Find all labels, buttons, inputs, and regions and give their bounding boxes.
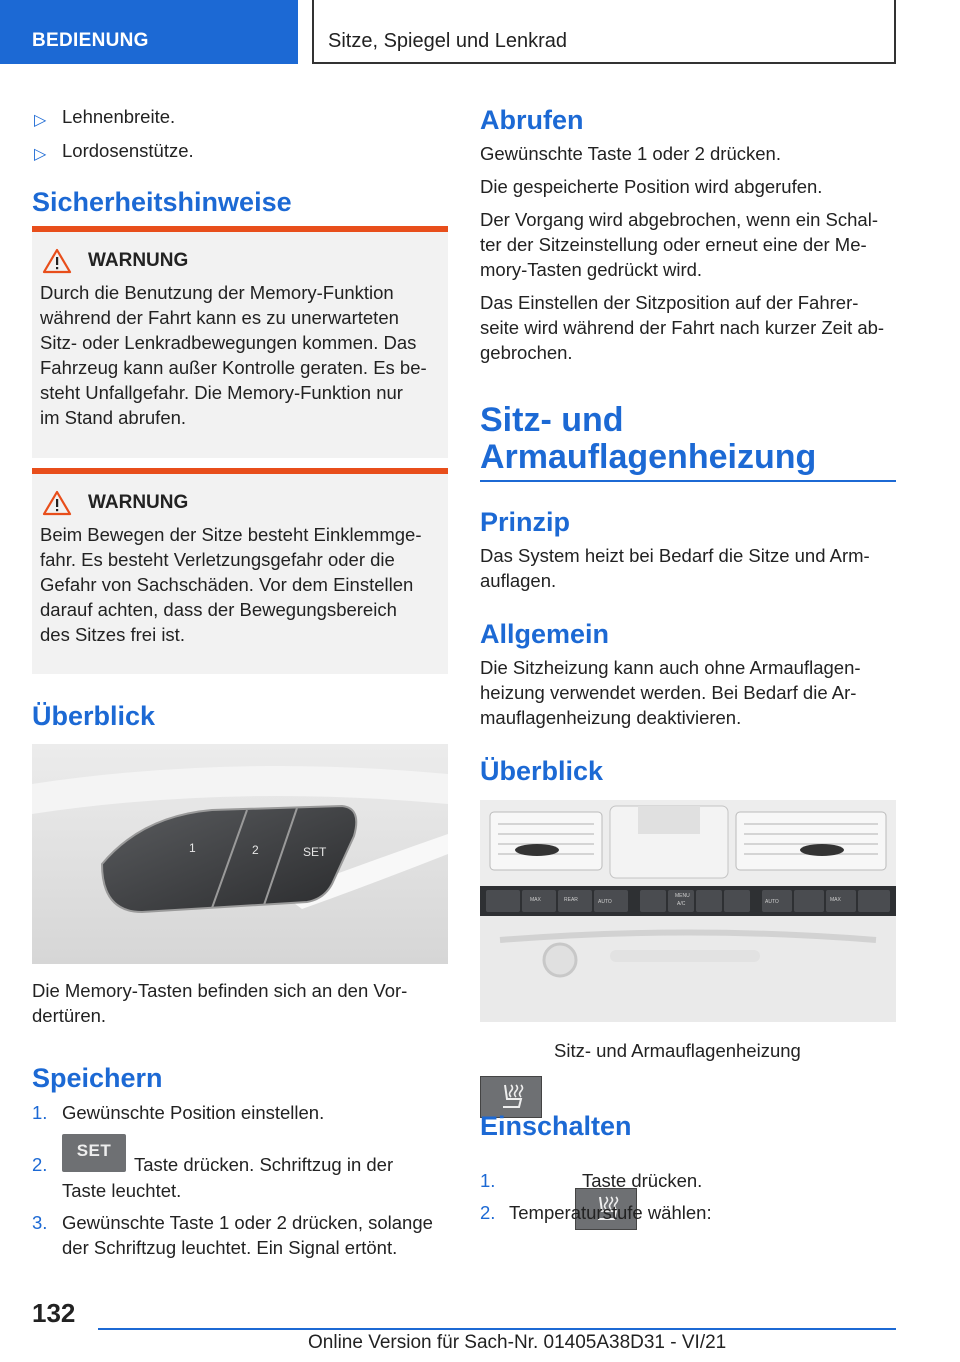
step-text: Taste drücken. Schriftzug in der [134, 1154, 394, 1175]
console-button-label: AUTO [765, 899, 779, 905]
recall-line: Das Einstellen der Sitzposition auf der Fahrer- [480, 292, 859, 313]
footer-online-version: Online Version für Sach-Nr. 01405A38D31 - VI/21 [308, 1332, 727, 1353]
warning-text [40, 280, 440, 430]
memory-button-set: SET [303, 845, 327, 859]
chapter-title: Sitze, Spiegel und Lenkrad [312, 0, 896, 64]
step-line: der Schriftzug leuchtet. Ein Signal ertönt. [62, 1237, 398, 1258]
warning-triangle-icon [42, 490, 72, 516]
section-tab: BEDIENUNG [0, 0, 298, 64]
set-key-label: SET [76, 1141, 112, 1160]
bullet-triangle-icon: ▷ [34, 146, 47, 163]
warning-box [32, 226, 448, 458]
warning-line: des Sitzes frei ist. [40, 624, 185, 645]
section-heading-line: Sitz- und [480, 401, 624, 439]
step-text: Taste drücken. [582, 1170, 703, 1191]
step-text [62, 1210, 433, 1260]
caption-line: dertüren. [32, 1005, 107, 1026]
section-heading [480, 402, 816, 476]
save-heading: Speichern [32, 1063, 163, 1093]
warning-line: Gefahr von Sachschäden. Vor dem Einstellen [40, 574, 414, 595]
recall-heading: Abrufen [480, 105, 584, 135]
memory-button-2: 2 [252, 843, 259, 857]
caption-line: Die Memory-Tasten befinden sich an den Vor- [32, 980, 408, 1001]
step-text: Taste leuchtet. [62, 1180, 182, 1201]
overview-heading: Überblick [32, 701, 156, 731]
recall-line: mory-Tasten gedrückt wird. [480, 259, 703, 280]
step-number: 1. [480, 1170, 496, 1191]
footer-rule [98, 1328, 896, 1330]
warning-line: während der Fahrt kann es zu unerwarteten [40, 307, 399, 328]
warning-line: im Stand abrufen. [40, 407, 187, 428]
section-heading-line: Armauflagenheizung [480, 438, 817, 476]
set-key-icon [62, 1134, 126, 1172]
page-number: 132 [32, 1298, 76, 1328]
general-text [480, 655, 861, 730]
step-text: Temperaturstufe wählen: [509, 1202, 712, 1223]
step-number: 2. [480, 1202, 496, 1223]
warning-line: Beim Bewegen der Sitze besteht Einklemmge- [40, 524, 422, 545]
bullet-item: Lordosenstütze. [62, 140, 194, 161]
principle-line: auflagen. [480, 570, 557, 591]
bullet-triangle-icon: ▷ [34, 112, 47, 129]
general-line: heizung verwendet werden. Bei Bedarf die Ar- [480, 682, 857, 703]
overview-caption [32, 978, 407, 1028]
warning-triangle-icon [42, 248, 72, 274]
safety-heading: Sicherheitshinweise [32, 187, 292, 217]
console-button-label: AUTO [598, 899, 612, 905]
recall-line: Die gespeicherte Position wird abgerufen. [480, 176, 823, 197]
switch-on-heading: Einschalten [480, 1111, 632, 1141]
warning-line: Fahrzeug kann außer Kontrolle geraten. Es be- [40, 357, 427, 378]
general-heading: Allgemein [480, 619, 610, 649]
warning-header [40, 248, 440, 274]
warning-title: WARNUNG [88, 492, 189, 513]
general-line: mauflagenheizung deaktivieren. [480, 707, 742, 728]
warning-box [32, 468, 448, 674]
console-button-label: REAR [564, 897, 578, 903]
recall-line: ter der Sitzeinstellung oder erneut eine der Me- [480, 234, 867, 255]
principle-line: Das System heizt bei Bedarf die Sitze und Arm- [480, 545, 870, 566]
warning-line: Durch die Benutzung der Memory-Funktion [40, 282, 394, 303]
warning-title: WARNUNG [88, 250, 189, 271]
recall-line: Der Vorgang wird abgebrochen, wenn ein Schal- [480, 209, 878, 230]
warning-line: darauf achten, dass der Bewegungsbereich [40, 599, 397, 620]
warning-header [40, 490, 440, 516]
step-number: 2. [32, 1154, 48, 1175]
step-line: Gewünschte Taste 1 oder 2 drücken, solange [62, 1212, 433, 1233]
step-number: 1. [32, 1102, 48, 1123]
principle-text [480, 543, 870, 593]
recall-line: seite wird während der Fahrt nach kurzer Zeit ab- [480, 317, 885, 338]
memory-button-1: 1 [189, 841, 196, 855]
overview-heading-right: Überblick [480, 756, 604, 786]
legend-text: Sitz- und Armauflagenheizung [554, 1040, 801, 1061]
warning-text [40, 522, 440, 647]
step-text: Gewünschte Position einstellen. [62, 1102, 325, 1123]
warning-line: fahr. Es besteht Verletzungsgefahr oder die [40, 549, 395, 570]
climate-console-photo [480, 800, 896, 1022]
step-number: 3. [32, 1212, 48, 1233]
recall-line: gebrochen. [480, 342, 573, 363]
console-button-label: MAX [530, 897, 541, 903]
principle-heading: Prinzip [480, 507, 571, 537]
recall-line: Gewünschte Taste 1 oder 2 drücken. [480, 143, 781, 164]
memory-buttons-photo [32, 744, 448, 964]
section-rule [480, 480, 896, 482]
general-line: Die Sitzheizung kann auch ohne Armauflagen- [480, 657, 861, 678]
warning-line: steht Unfallgefahr. Die Memory-Funktion nur [40, 382, 403, 403]
warning-line: Sitz- oder Lenkradbewegungen kommen. Das [40, 332, 417, 353]
console-button-label: MENU [675, 893, 690, 899]
recall-text [480, 141, 900, 365]
console-button-label: A/C [677, 901, 686, 907]
console-button-label: MAX [830, 897, 841, 903]
bullet-item: Lehnenbreite. [62, 106, 176, 127]
